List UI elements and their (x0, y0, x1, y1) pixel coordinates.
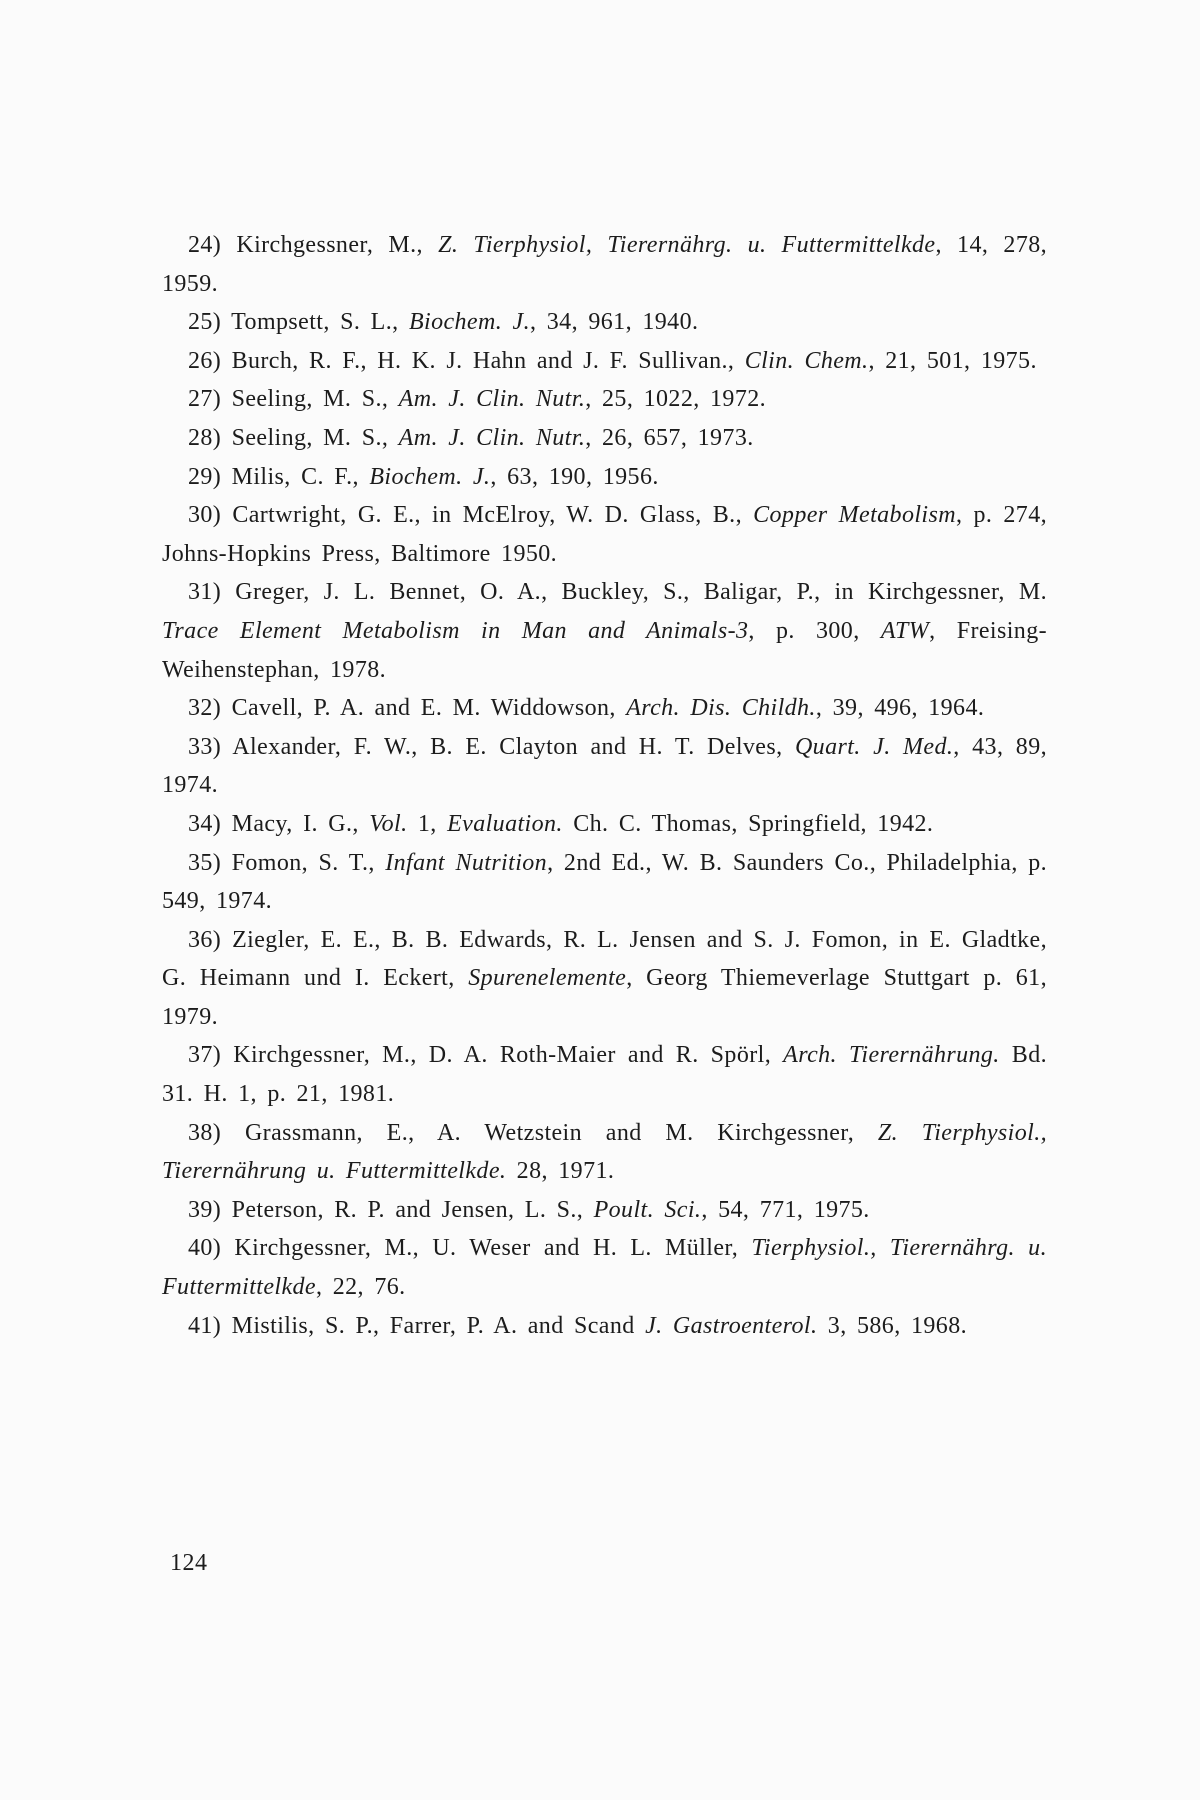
reference-text: 24) Kirchgessner, M., (188, 232, 439, 258)
reference-citation: , 21, 501, 1975. (868, 347, 1037, 374)
reference-text: 33) Alexander, F. W., B. E. Clayton and H. T. Delves, (188, 733, 795, 760)
reference-text: 34) Macy, I. G., (188, 810, 370, 837)
reference-publisher: ATW (880, 617, 930, 644)
reference-citation: , Georg Thiemeverlage Stuttgart p. 61, 1979. (162, 965, 1047, 1030)
reference-text: 35) Fomon, S. T., (188, 849, 386, 876)
reference-citation: , 14, 278, 1959. (162, 232, 1048, 297)
reference-32 (162, 689, 1047, 728)
reference-text: 29) Milis, C. F., (188, 463, 370, 490)
reference-text: 41) Mistilis, S. P., Farrer, P. A. and Scand (188, 1312, 646, 1339)
reference-journal: Arch. Tierernährung. (783, 1042, 1000, 1069)
reference-25 (162, 303, 1047, 342)
reference-citation: , 63, 190, 1956. (490, 463, 659, 490)
reference-journal: Z. Tierphysiol., Tierernährung u. Futtermittelkde. (162, 1119, 1047, 1185)
reference-40 (162, 1229, 1047, 1306)
reference-citation: , 2nd Ed., W. B. Saunders Co., Philadelphia, p. 549, 1974. (162, 849, 1047, 915)
reference-29 (162, 458, 1047, 497)
reference-citation: , 25, 1022, 1972. (585, 386, 767, 413)
reference-39 (162, 1191, 1047, 1230)
reference-33 (162, 728, 1047, 805)
reference-book-title: Trace Element Metabolism in Man and Animals-3 (162, 617, 749, 644)
page-number: 124 (170, 1550, 208, 1576)
reference-30 (162, 496, 1047, 573)
reference-text: 38) Grassmann, E., A. Wetzstein and M. Kirchgessner, (188, 1119, 878, 1146)
reference-text: 26) Burch, R. F., H. K. J. Hahn and J. F. Sullivan., (188, 347, 745, 374)
reference-citation: 3, 586, 1968. (817, 1312, 968, 1339)
reference-text: 30) Cartwright, G. E., in McElroy, W. D. Glass, B., (188, 502, 754, 529)
reference-38 (162, 1114, 1047, 1191)
reference-citation: , 43, 89, 1974. (162, 733, 1047, 799)
reference-text: 27) Seeling, M. S., (188, 386, 399, 413)
reference-34 (162, 805, 1047, 844)
reference-book-title: Evaluation. (447, 810, 563, 837)
reference-citation: 28, 1971. (506, 1158, 615, 1185)
reference-citation: , 34, 961, 1940. (529, 309, 699, 336)
reference-text: 39) Peterson, R. P. and Jensen, L. S., (188, 1196, 594, 1223)
reference-book-title: Infant Nutrition (385, 849, 548, 876)
reference-citation: , 26, 657, 1973. (585, 424, 754, 451)
reference-text: 40) Kirchgessner, M., U. Weser and H. L. Müller, (188, 1235, 752, 1262)
reference-citation: , 22, 76. (315, 1274, 406, 1301)
reference-book-title: Copper Metabolism (753, 502, 956, 529)
reference-journal: Clin. Chem. (744, 347, 869, 374)
reference-citation: Bd. 31. H. 1, p. 21, 1981. (162, 1042, 1047, 1108)
reference-text: 25) Tompsett, S. L., (188, 309, 409, 336)
reference-citation: , Freising-Weihenstephan, 1978. (162, 617, 1047, 683)
reference-citation: , 54, 771, 1975. (701, 1196, 870, 1223)
reference-text: 31) Greger, J. L. Bennet, O. A., Buckley, S., Baligar, P., in Kirchgessner, M. (188, 579, 1047, 606)
reference-text: 37) Kirchgessner, M., D. A. Roth-Maier and R. Spörl, (188, 1042, 784, 1069)
reference-28 (162, 419, 1047, 458)
reference-citation: , 39, 496, 1964. (815, 695, 985, 722)
reference-36 (162, 921, 1047, 1037)
reference-citation: , p. 274, Johns-Hopkins Press, Baltimore 1950. (162, 502, 1047, 567)
reference-journal: Z. Tierphysiol, Tierernährg. u. Futtermittelkde (438, 232, 936, 258)
reference-31 (162, 573, 1047, 689)
reference-41 (162, 1307, 1047, 1346)
reference-journal: Tierphysiol., Tierernährg. u. Futtermittelkde (162, 1235, 1047, 1301)
reference-26 (162, 342, 1047, 381)
reference-27 (162, 380, 1047, 419)
reference-journal: Biochem. J. (408, 309, 530, 336)
reference-37 (162, 1036, 1047, 1113)
reference-35 (162, 844, 1047, 921)
reference-list (162, 226, 1047, 1345)
reference-text: 32) Cavell, P. A. and E. M. Widdowson, (188, 695, 627, 722)
reference-citation: Ch. C. Thomas, Springfield, 1942. (562, 810, 934, 837)
reference-text: 28) Seeling, M. S., (188, 424, 399, 451)
reference-text: 1, (407, 810, 448, 837)
reference-journal: Quart. J. Med. (794, 733, 954, 760)
reference-text: 36) Ziegler, E. E., B. B. Edwards, R. L. Jensen and S. J. Fomon, in E. Gladtke, G. Heimann und I. Eckert, (162, 926, 1047, 992)
reference-journal: Am. J. Clin. Nutr. (398, 386, 586, 413)
reference-24 (162, 226, 1047, 303)
reference-journal: J. Gastroenterol. (645, 1312, 818, 1339)
reference-citation: , p. 300, (748, 617, 881, 644)
reference-journal: Am. J. Clin. Nutr. (398, 424, 586, 451)
reference-journal: Poult. Sci. (593, 1196, 702, 1223)
reference-journal: Arch. Dis. Childh. (626, 695, 816, 722)
reference-volume: Vol. (369, 810, 408, 837)
reference-book-title: Spurenelemente (468, 965, 627, 992)
reference-journal: Biochem. J. (369, 463, 491, 490)
